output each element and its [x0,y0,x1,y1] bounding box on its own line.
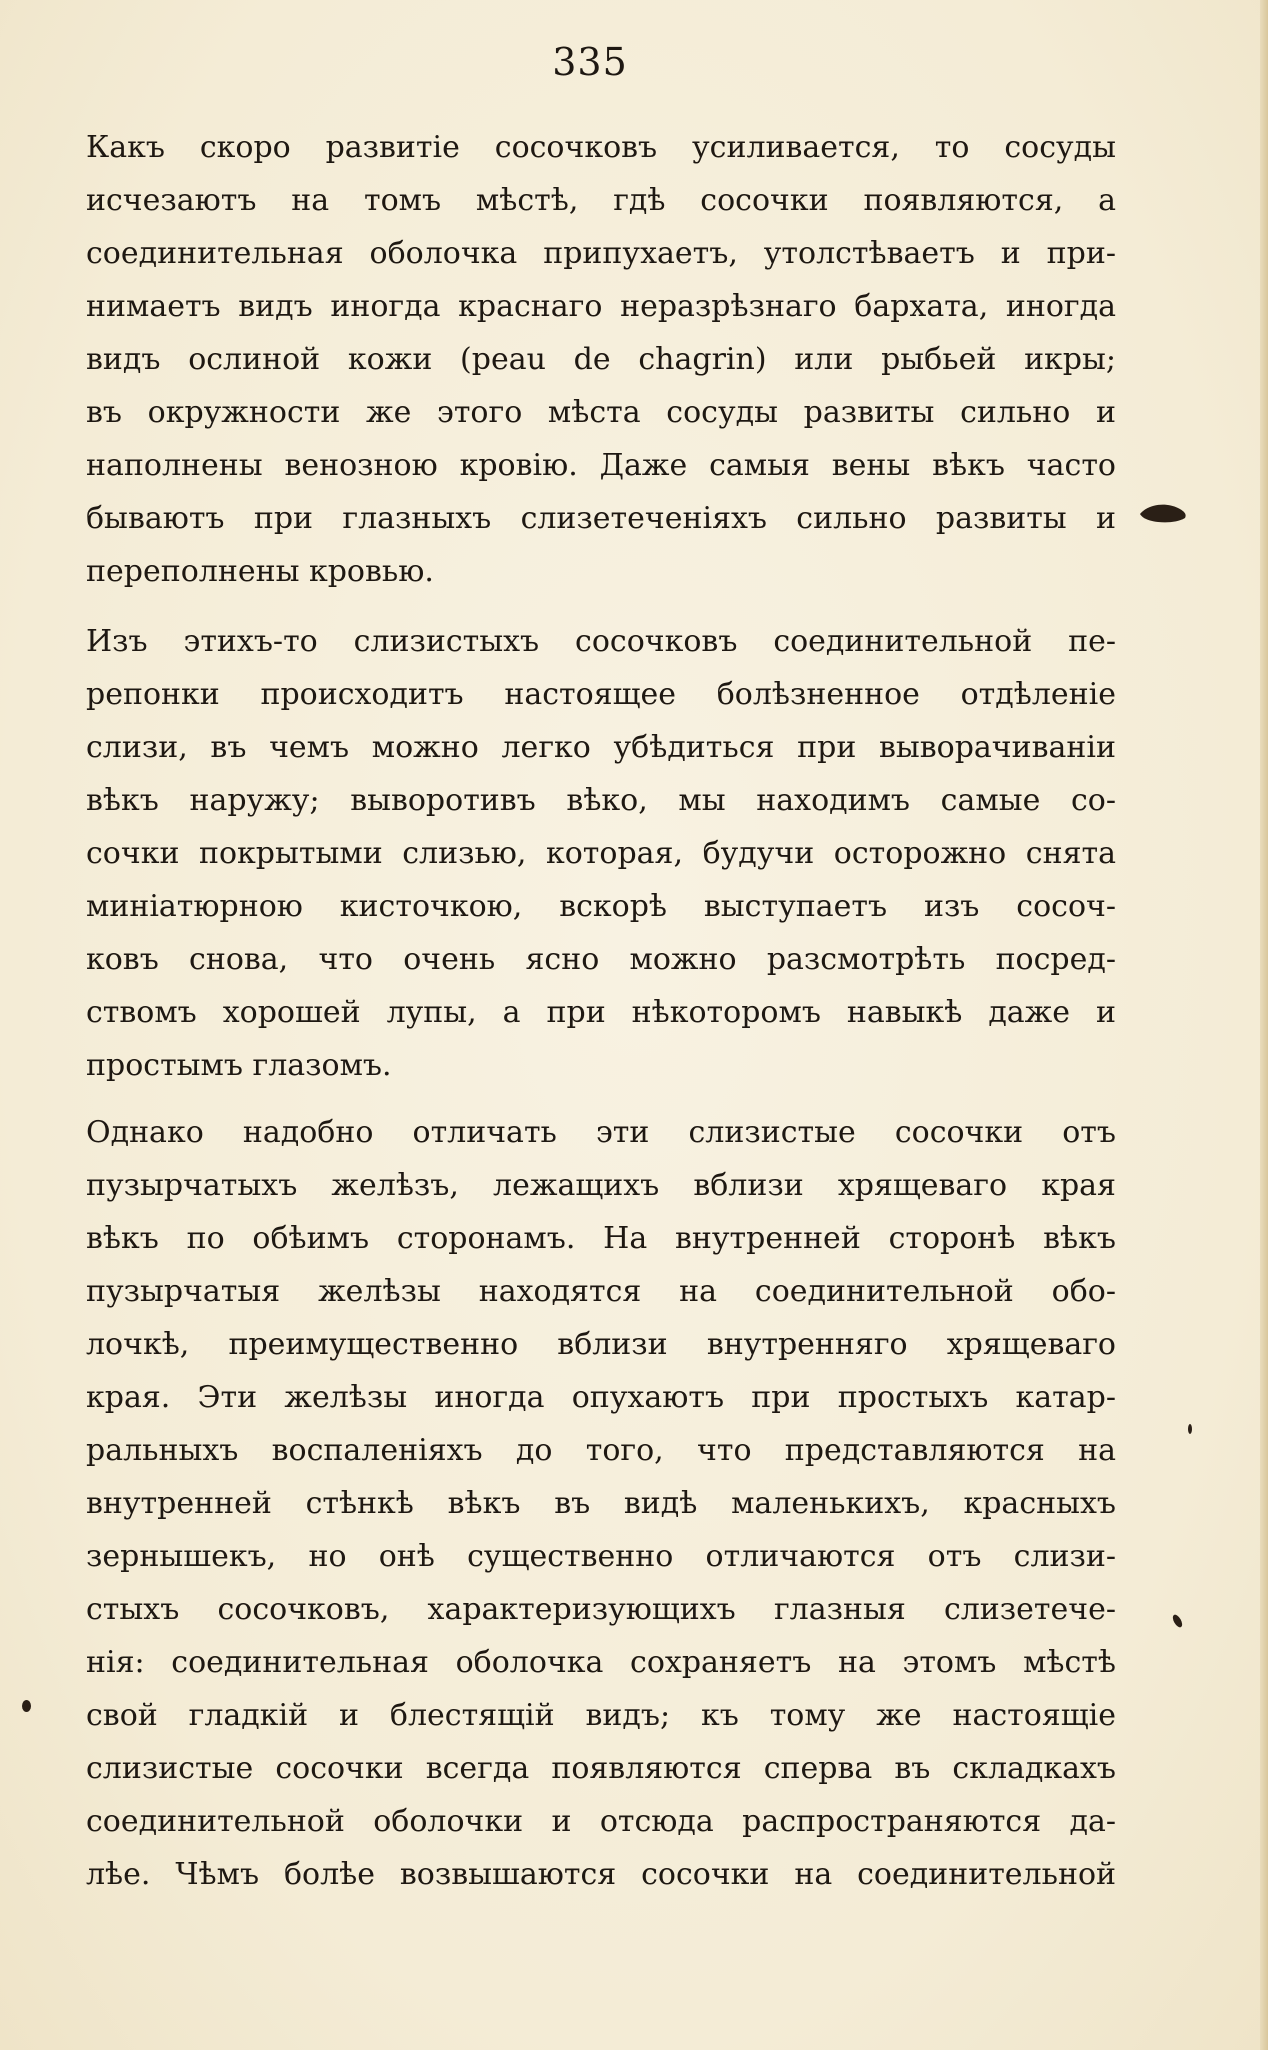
text-line: бываютъ при глазныхъ слизетеченіяхъ сильно развиты и [86,501,1116,536]
text-line: внутренней стѣнкѣ вѣкъ въ видѣ маленькихъ, красныхъ [86,1486,1116,1521]
text-line: видъ ослиной кожи (peau de chagrin) или рыбьей икры; [86,342,1116,377]
text-line: Изъ этихъ-то слизистыхъ сосочковъ соединительной пе- [86,624,1116,659]
paragraph-3 [86,1106,1116,1901]
page-number: 335 [552,40,628,84]
text-line: пузырчатыхъ желѣзъ, лежащихъ вблизи хрящеваго края [86,1168,1116,1203]
text-line: соединительной оболочки и отсюда распространяются да- [86,1804,1116,1839]
text-line: вѣкъ наружу; выворотивъ вѣко, мы находимъ самые со- [86,783,1116,818]
paragraph-1 [86,121,1116,598]
text-line: въ окружности же этого мѣста сосуды развиты сильно и [86,395,1116,430]
text-line: слизистые сосочки всегда появляются сперва въ складкахъ [86,1751,1116,1786]
text-line: свой гладкій и блестящій видъ; къ тому же настоящіе [86,1698,1116,1733]
text-line: ствомъ хорошей лупы, а при нѣкоторомъ навыкѣ даже и [86,995,1116,1030]
text-line: Какъ скоро развитіе сосочковъ усиливается, то сосуды [86,130,1116,165]
ink-speck-mark [1188,1424,1192,1434]
text-line: зернышекъ, но онѣ существенно отличаются отъ слизи- [86,1539,1116,1574]
text-line: миніатюрною кисточкою, вскорѣ выступаетъ изъ сосоч- [86,889,1116,924]
text-line: вѣкъ по обѣимъ сторонамъ. На внутренней сторонѣ вѣкъ [86,1221,1116,1256]
page-edge-shadow [1260,0,1268,2050]
text-line: переполнены кровью. [86,554,434,589]
text-line: лочкѣ, преимущественно вблизи внутренняго хрящеваго [86,1327,1116,1362]
text-line: репонки происходитъ настоящее болѣзненное отдѣленіе [86,677,1116,712]
ink-blot-mark [1138,500,1188,526]
text-line: наполнены венозною кровію. Даже самыя вены вѣкъ часто [86,448,1116,483]
text-line: ковъ снова, что очень ясно можно разсмотрѣть посред- [86,942,1116,977]
text-line: исчезаютъ на томъ мѣстѣ, гдѣ сосочки появляются, а [86,183,1116,218]
text-line: пузырчатыя желѣзы находятся на соединительной обо- [86,1274,1116,1309]
text-line: простымъ глазомъ. [86,1048,392,1083]
text-line: соединительная оболочка припухаетъ, утолстѣваетъ и при- [86,236,1116,271]
text-line: Однако надобно отличать эти слизистые сосочки отъ [86,1115,1116,1150]
paragraph-2 [86,615,1116,1092]
text-line: нимаетъ видъ иногда краснаго неразрѣзнаго бархата, иногда [86,289,1116,324]
ink-speck-mark [22,1700,31,1712]
text-line: стыхъ сосочковъ, характеризующихъ глазныя слизетече- [86,1592,1116,1627]
text-line: края. Эти желѣзы иногда опухаютъ при простыхъ катар- [86,1380,1116,1415]
text-line: лѣе. Чѣмъ болѣе возвышаются сосочки на соединительной [86,1857,1116,1892]
text-line: нія: соединительная оболочка сохраняетъ на этомъ мѣстѣ [86,1645,1116,1680]
ink-speck-mark [1171,1613,1184,1629]
text-line: слизи, въ чемъ можно легко убѣдиться при выворачиваніи [86,730,1116,765]
text-line: сочки покрытыми слизью, которая, будучи осторожно снята [86,836,1116,871]
text-line: ральныхъ воспаленіяхъ до того, что представляются на [86,1433,1116,1468]
